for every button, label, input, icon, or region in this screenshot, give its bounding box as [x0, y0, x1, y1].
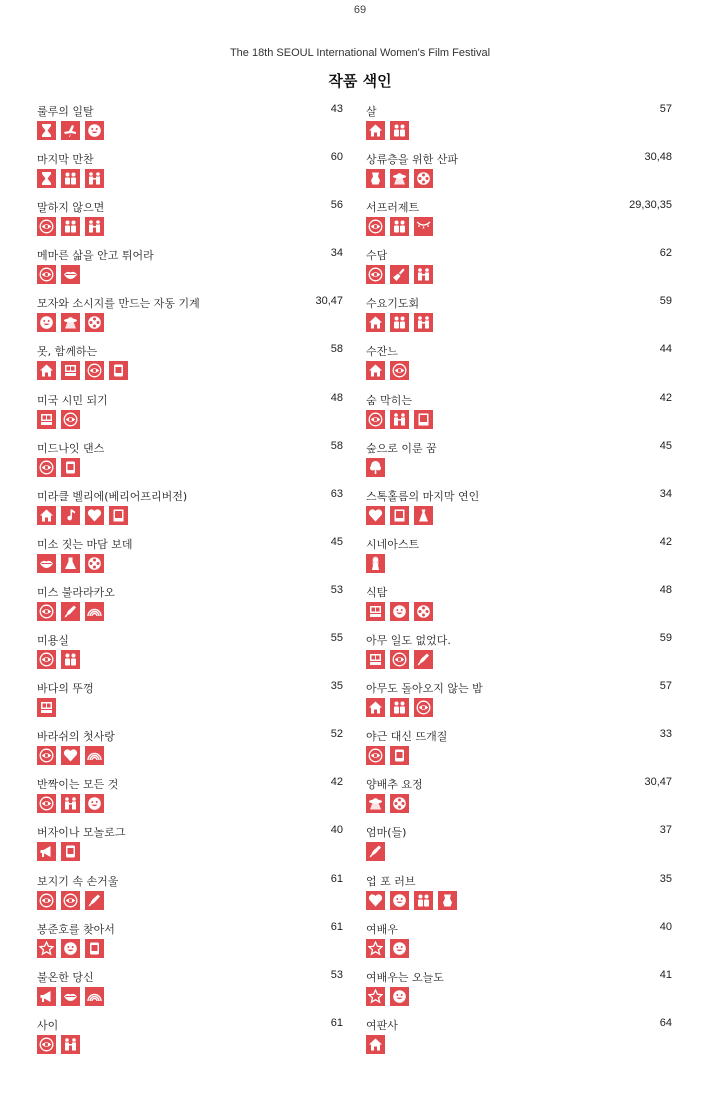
category-icons — [37, 458, 80, 477]
film-title: 미드나잇 댄스 — [37, 441, 105, 455]
megaphone-icon — [37, 842, 56, 861]
page-reference: 59 — [659, 295, 672, 308]
people-group-icon — [85, 169, 104, 188]
eye-icon — [37, 891, 56, 910]
brush-icon — [61, 602, 80, 621]
film-title: 바라쉬의 첫사랑 — [37, 730, 115, 744]
film-title: 버자이나 모놀로그 — [37, 826, 126, 840]
index-entry — [366, 487, 672, 535]
smiley-icon — [390, 939, 409, 958]
eye-icon — [37, 650, 56, 669]
film-title: 못, 함께하는 — [37, 345, 98, 359]
hourglass-icon — [37, 121, 56, 140]
film-title: 야근 대신 뜨개질 — [366, 730, 448, 744]
index-entry — [37, 198, 343, 246]
film-title: 봉준호를 찾아서 — [37, 922, 115, 936]
page-reference: 30,47 — [315, 295, 343, 308]
smiley-icon — [390, 891, 409, 910]
house-icon — [37, 361, 56, 380]
index-entry — [366, 872, 672, 920]
page-reference: 45 — [330, 535, 343, 548]
page-reference: 34 — [659, 487, 672, 500]
phone-icon — [61, 458, 80, 477]
page-reference: 52 — [330, 728, 343, 741]
index-entry — [37, 775, 343, 823]
page-reference: 59 — [659, 632, 672, 645]
category-icons — [366, 842, 385, 861]
couple-icon — [61, 217, 80, 236]
film-title: 미스 불라라카오 — [37, 585, 115, 599]
category-icons — [37, 265, 80, 284]
eye-icon — [366, 410, 385, 429]
page-reference: 30,48 — [644, 151, 672, 164]
house-icon — [366, 1035, 385, 1054]
index-entry — [37, 727, 343, 775]
heart-icon — [366, 506, 385, 525]
people-group-icon — [414, 313, 433, 332]
page-reference: 61 — [330, 920, 343, 933]
ufo-icon — [61, 313, 80, 332]
category-icons — [366, 265, 433, 284]
index-entry — [366, 679, 672, 727]
category-icons — [366, 1035, 385, 1054]
page-number: 69 — [353, 4, 367, 16]
couple-icon — [390, 121, 409, 140]
category-icons — [366, 650, 433, 669]
index-entry — [37, 246, 343, 294]
film-title: 미용실 — [37, 634, 69, 648]
smiley-icon — [85, 121, 104, 140]
category-icons — [366, 169, 433, 188]
page-reference: 29,30,35 — [629, 199, 672, 212]
film-title: 아무도 돌아오지 않는 밤 — [366, 682, 483, 696]
film-title: 여판사 — [366, 1018, 398, 1032]
index-entry — [37, 920, 343, 968]
eye-icon — [61, 891, 80, 910]
film-title: 수담 — [366, 249, 388, 263]
phone-icon — [390, 746, 409, 765]
people-group-icon — [61, 794, 80, 813]
eye-icon — [37, 265, 56, 284]
category-icons — [37, 746, 104, 765]
film-title: 바다의 뚜껑 — [37, 682, 94, 696]
film-title: 여배우는 오늘도 — [366, 970, 444, 984]
page-reference: 48 — [330, 391, 343, 404]
star-icon — [37, 939, 56, 958]
brush-icon — [414, 650, 433, 669]
page-reference: 61 — [330, 1016, 343, 1029]
index-title: 작품 색인 — [328, 72, 392, 90]
house-icon — [366, 698, 385, 717]
family-icon — [366, 602, 385, 621]
category-icons — [366, 891, 457, 910]
category-icons — [366, 987, 409, 1006]
page-reference: 33 — [659, 728, 672, 741]
category-icons — [37, 169, 104, 188]
phone-icon — [109, 361, 128, 380]
category-icons — [37, 313, 104, 332]
page-reference: 60 — [330, 151, 343, 164]
eye-icon — [37, 746, 56, 765]
category-icons — [37, 361, 128, 380]
index-entry — [366, 150, 672, 198]
page-reference: 30,47 — [644, 776, 672, 789]
index-entry — [366, 727, 672, 775]
index-entry — [37, 823, 343, 871]
lips-icon — [61, 265, 80, 284]
page-reference: 58 — [330, 439, 343, 452]
index-column-left — [37, 102, 343, 1064]
category-icons — [366, 506, 433, 525]
film-reel-icon — [390, 794, 409, 813]
eye-icon — [366, 746, 385, 765]
index-entry — [37, 872, 343, 920]
film-reel-icon — [85, 313, 104, 332]
hourglass-icon — [37, 169, 56, 188]
category-icons — [37, 506, 128, 525]
film-title: 상류층을 위한 산파 — [366, 153, 459, 167]
eye-icon — [37, 794, 56, 813]
category-icons — [366, 746, 409, 765]
people-group-icon — [61, 1035, 80, 1054]
garland-icon — [414, 217, 433, 236]
rainbow-icon — [85, 746, 104, 765]
index-entry — [366, 968, 672, 1016]
phone-icon — [61, 842, 80, 861]
film-title: 숲으로 이룬 꿈 — [366, 441, 437, 455]
index-entry — [37, 294, 343, 342]
house-icon — [366, 313, 385, 332]
lips-icon — [37, 554, 56, 573]
category-icons — [37, 939, 104, 958]
page-reference: 61 — [330, 872, 343, 885]
film-title: 아무 일도 없었다. — [366, 634, 451, 648]
book-icon — [390, 506, 409, 525]
film-title: 룰루의 일탈 — [37, 105, 94, 118]
category-icons — [366, 939, 409, 958]
film-title: 시네아스트 — [366, 537, 420, 551]
house-icon — [366, 361, 385, 380]
film-title: 스톡홀름의 마지막 연인 — [366, 489, 480, 503]
category-icons — [366, 602, 433, 621]
page-reference: 58 — [330, 343, 343, 356]
house-icon — [366, 121, 385, 140]
family-icon — [37, 698, 56, 717]
couple-icon — [61, 169, 80, 188]
family-icon — [366, 650, 385, 669]
index-entry — [37, 968, 343, 1016]
film-title: 엄마(들) — [366, 826, 407, 840]
film-title: 수요기도회 — [366, 297, 420, 311]
people-group-icon — [85, 217, 104, 236]
house-icon — [37, 506, 56, 525]
index-entry — [37, 631, 343, 679]
film-title: 식탐 — [366, 585, 388, 599]
eye-icon — [366, 217, 385, 236]
smiley-icon — [85, 794, 104, 813]
couple-icon — [61, 650, 80, 669]
body-icon — [438, 891, 457, 910]
category-icons — [366, 121, 409, 140]
index-entry — [366, 391, 672, 439]
eye-icon — [37, 1035, 56, 1054]
airplane-icon — [61, 121, 80, 140]
smiley-icon — [37, 313, 56, 332]
film-title: 불온한 당신 — [37, 970, 94, 984]
category-icons — [37, 121, 104, 140]
eye-icon — [37, 458, 56, 477]
film-title: 여배우 — [366, 922, 398, 936]
page-reference: 53 — [330, 583, 343, 596]
page-reference: 35 — [659, 872, 672, 885]
heart-icon — [85, 506, 104, 525]
smiley-icon — [390, 987, 409, 1006]
body-icon — [366, 169, 385, 188]
index-entry — [366, 631, 672, 679]
index-entry — [366, 439, 672, 487]
page-reference: 56 — [330, 199, 343, 212]
book-icon — [414, 410, 433, 429]
category-icons — [37, 698, 56, 717]
index-entry — [366, 583, 672, 631]
couple-icon — [414, 891, 433, 910]
rainbow-icon — [85, 987, 104, 1006]
index-column-right — [366, 102, 672, 1064]
index-entry — [37, 391, 343, 439]
index-entry — [366, 535, 672, 583]
page-reference: 48 — [659, 583, 672, 596]
film-title: 양배추 요정 — [366, 778, 423, 792]
category-icons — [366, 410, 433, 429]
index-entry — [37, 487, 343, 535]
page-reference: 41 — [659, 968, 672, 981]
heart-icon — [61, 746, 80, 765]
page-reference: 43 — [330, 103, 343, 115]
category-icons — [37, 217, 104, 236]
lips-icon — [61, 987, 80, 1006]
film-reel-icon — [85, 554, 104, 573]
film-title: 반짝이는 모든 것 — [37, 778, 119, 792]
index-entry — [37, 342, 343, 390]
page-reference: 42 — [330, 776, 343, 789]
page-reference: 53 — [330, 968, 343, 981]
page-reference: 63 — [330, 487, 343, 500]
brush-icon — [366, 842, 385, 861]
eye-icon — [61, 410, 80, 429]
index-entry — [37, 150, 343, 198]
couple-icon — [390, 313, 409, 332]
page-reference: 57 — [659, 103, 672, 115]
category-icons — [37, 794, 104, 813]
ufo-icon — [390, 169, 409, 188]
smiley-icon — [61, 939, 80, 958]
eye-icon — [390, 650, 409, 669]
page-reference: 57 — [659, 680, 672, 693]
page-reference: 45 — [659, 439, 672, 452]
couple-icon — [390, 698, 409, 717]
music-icon — [61, 506, 80, 525]
family-icon — [37, 410, 56, 429]
index-entry — [366, 920, 672, 968]
index-entry — [366, 823, 672, 871]
film-title: 업 포 러브 — [366, 874, 416, 888]
category-icons — [366, 554, 385, 573]
film-title: 살 — [366, 105, 377, 118]
category-icons — [37, 891, 104, 910]
eye-icon — [37, 602, 56, 621]
category-icons — [37, 842, 80, 861]
page-reference: 42 — [659, 391, 672, 404]
category-icons — [37, 987, 104, 1006]
index-entry — [366, 294, 672, 342]
film-title: 미소 짓는 마담 보데 — [37, 537, 133, 551]
phone-icon — [85, 939, 104, 958]
index-entry — [366, 775, 672, 823]
heart-icon — [366, 891, 385, 910]
index-entry — [37, 1016, 343, 1064]
index-entry — [366, 246, 672, 294]
star-icon — [366, 987, 385, 1006]
page-reference: 34 — [330, 247, 343, 260]
category-icons — [366, 217, 433, 236]
category-icons — [37, 410, 80, 429]
film-title: 미국 시민 되기 — [37, 393, 108, 407]
megaphone-icon — [37, 987, 56, 1006]
page-reference: 37 — [659, 824, 672, 837]
couple-icon — [390, 217, 409, 236]
index-entry — [366, 198, 672, 246]
eye-icon — [366, 265, 385, 284]
page-reference: 44 — [659, 343, 672, 356]
index-entry — [37, 583, 343, 631]
eye-icon — [390, 361, 409, 380]
festival-title: The 18th SEOUL International Women's Film Festival — [229, 47, 491, 59]
category-icons — [366, 361, 409, 380]
broom-icon — [390, 265, 409, 284]
film-title: 보지기 속 손거울 — [37, 874, 119, 888]
film-title: 수잔느 — [366, 345, 398, 359]
film-reel-icon — [414, 602, 433, 621]
flask-icon — [61, 554, 80, 573]
eye-icon — [414, 698, 433, 717]
category-icons — [366, 458, 385, 477]
index-entry — [37, 535, 343, 583]
category-icons — [366, 313, 433, 332]
category-icons — [37, 554, 104, 573]
index-entry — [37, 102, 343, 150]
page-reference: 62 — [659, 247, 672, 260]
category-icons — [366, 794, 409, 813]
film-title: 서프러제트 — [366, 201, 420, 215]
family-icon — [61, 361, 80, 380]
category-icons — [37, 602, 104, 621]
film-title: 메마른 삶을 안고 튀어라 — [37, 249, 154, 263]
film-title: 미라클 벨리에(베리어프리버전) — [37, 489, 188, 503]
index-entry — [366, 102, 672, 150]
film-title: 모자와 소시지를 만드는 자동 기계 — [37, 297, 200, 311]
star-icon — [366, 939, 385, 958]
category-icons — [366, 698, 433, 717]
film-title: 숨 막히는 — [366, 393, 413, 407]
film-title: 사이 — [37, 1018, 59, 1032]
film-title: 마지막 만찬 — [37, 153, 94, 167]
rainbow-icon — [85, 602, 104, 621]
index-entry — [37, 439, 343, 487]
category-icons — [37, 650, 80, 669]
people-group-icon — [414, 265, 433, 284]
index-entry — [37, 679, 343, 727]
index-entry — [366, 342, 672, 390]
dress-icon — [414, 506, 433, 525]
eye-icon — [37, 217, 56, 236]
page-reference: 40 — [659, 920, 672, 933]
eye-icon — [85, 361, 104, 380]
ufo-icon — [366, 794, 385, 813]
page-reference: 42 — [659, 535, 672, 548]
tree-icon — [366, 458, 385, 477]
page-reference: 55 — [330, 632, 343, 645]
book-icon — [109, 506, 128, 525]
page-reference: 64 — [659, 1016, 672, 1029]
smiley-icon — [390, 602, 409, 621]
index-entry — [366, 1016, 672, 1064]
category-icons — [37, 1035, 80, 1054]
film-reel-icon — [414, 169, 433, 188]
film-title: 말하지 않으면 — [37, 201, 105, 215]
brush-icon — [85, 891, 104, 910]
people-group-icon — [390, 410, 409, 429]
page-reference: 40 — [330, 824, 343, 837]
woman-icon — [366, 554, 385, 573]
page-reference: 35 — [330, 680, 343, 693]
